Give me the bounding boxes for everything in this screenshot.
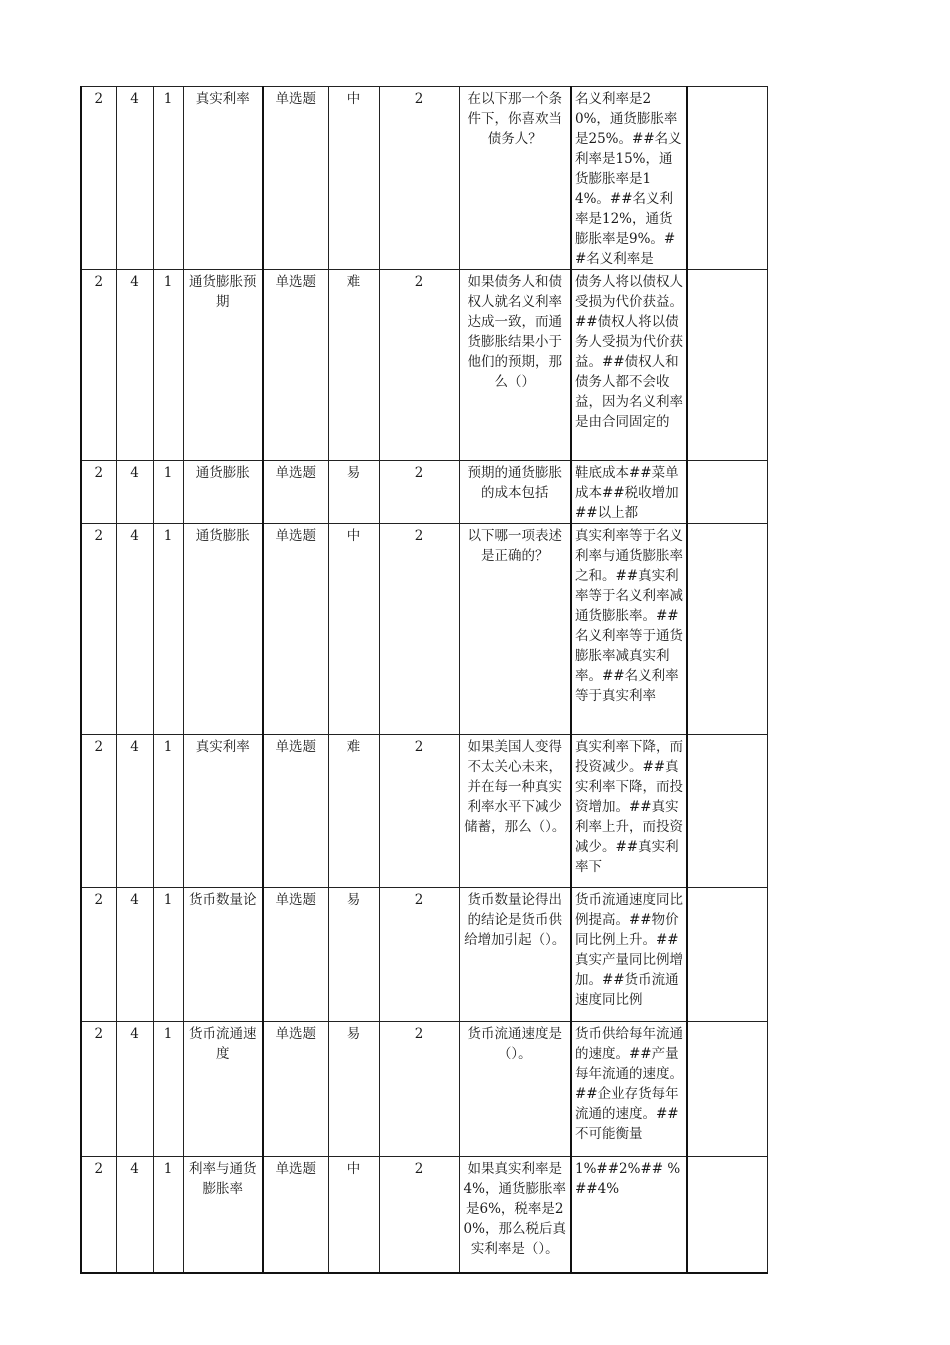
question-cell: 如果美国人变得不太关心未来，并在每一种真实利率水平下减少储蓄，那么（）。 [459,735,571,888]
type-cell: 单选题 [263,1157,328,1274]
options-cell: 真实利率下降，而投资减少。##真实利率下降，而投资增加。##真实利率上升，而投资减少。##真实利率下 [571,735,687,888]
question-cell: 如果真实利率是4%，通货膨胀率是6%，税率是20%，那么税后真实利率是（）。 [459,1157,571,1274]
question-cell: 预期的通货膨胀的成本包括 [459,461,571,524]
chapter-cell: 2 [81,461,116,524]
type-cell: 单选题 [263,1022,328,1157]
answer-cell [687,888,767,1022]
score-cell: 2 [379,87,459,270]
section-cell: 4 [116,888,153,1022]
chapter-cell: 2 [81,735,116,888]
difficulty-cell: 难 [328,735,379,888]
type-cell: 单选题 [263,735,328,888]
options-cell: 1%##2%## %##4% [571,1157,687,1274]
options-cell: 名义利率是20%，通货膨胀率是25%。##名义利率是15%，通货膨胀率是14%。##名义利率是12%，通货膨胀率是9%。##名义利率是 [571,87,687,270]
score-cell: 2 [379,1022,459,1157]
table-row [81,888,767,1022]
difficulty-cell: 中 [328,87,379,270]
table-row [81,1157,767,1274]
type-cell: 单选题 [263,888,328,1022]
difficulty-cell: 易 [328,461,379,524]
question-cell: 以下哪一项表述是正确的？ [459,524,571,735]
table-row [81,1022,767,1157]
section-cell: 4 [116,1022,153,1157]
type-cell: 单选题 [263,87,328,270]
difficulty-cell: 中 [328,1157,379,1274]
topic-cell: 货币流通速度 [183,1022,263,1157]
answer-cell [687,1022,767,1157]
section-cell: 4 [116,524,153,735]
item-cell: 1 [153,524,183,735]
item-cell: 1 [153,735,183,888]
question-cell: 在以下那一个条件下，你喜欢当债务人？ [459,87,571,270]
table-row [81,524,767,735]
section-cell: 4 [116,735,153,888]
question-cell: 货币流通速度是（）。 [459,1022,571,1157]
answer-cell [687,461,767,524]
answer-cell [687,735,767,888]
type-cell: 单选题 [263,270,328,461]
section-cell: 4 [116,270,153,461]
options-cell: 货币供给每年流通的速度。##产量每年流通的速度。##企业存货每年流通的速度。##不可能衡量 [571,1022,687,1157]
question-table [80,86,768,1274]
item-cell: 1 [153,461,183,524]
topic-cell: 真实利率 [183,735,263,888]
type-cell: 单选题 [263,524,328,735]
question-cell: 货币数量论得出的结论是货币供给增加引起（）。 [459,888,571,1022]
topic-cell: 通货膨胀 [183,461,263,524]
score-cell: 2 [379,1157,459,1274]
question-cell: 如果债务人和债权人就名义利率达成一致，而通货膨胀结果小于他们的预期，那么（） [459,270,571,461]
table-row [81,461,767,524]
chapter-cell: 2 [81,87,116,270]
table-row [81,87,767,270]
item-cell: 1 [153,270,183,461]
answer-cell [687,1157,767,1274]
type-cell: 单选题 [263,461,328,524]
score-cell: 2 [379,735,459,888]
answer-cell [687,524,767,735]
item-cell: 1 [153,1157,183,1274]
difficulty-cell: 中 [328,524,379,735]
topic-cell: 真实利率 [183,87,263,270]
chapter-cell: 2 [81,270,116,461]
topic-cell: 通货膨胀预期 [183,270,263,461]
score-cell: 2 [379,461,459,524]
options-cell: 货币流通速度同比例提高。##物价同比例上升。##真实产量同比例增加。##货币流通速度同比例 [571,888,687,1022]
section-cell: 4 [116,1157,153,1274]
table-row [81,270,767,461]
difficulty-cell: 难 [328,270,379,461]
score-cell: 2 [379,270,459,461]
chapter-cell: 2 [81,888,116,1022]
score-cell: 2 [379,888,459,1022]
difficulty-cell: 易 [328,1022,379,1157]
table-row [81,735,767,888]
item-cell: 1 [153,1022,183,1157]
score-cell: 2 [379,524,459,735]
options-cell: 债务人将以债权人受损为代价获益。##债权人将以债务人受损为代价获益。##债权人和债务人都不会收益，因为名义利率是由合同固定的 [571,270,687,461]
options-cell: 鞋底成本##菜单成本##税收增加##以上都 [571,461,687,524]
section-cell: 4 [116,87,153,270]
answer-cell [687,270,767,461]
section-cell: 4 [116,461,153,524]
topic-cell: 通货膨胀 [183,524,263,735]
topic-cell: 利率与通货膨胀率 [183,1157,263,1274]
item-cell: 1 [153,888,183,1022]
difficulty-cell: 易 [328,888,379,1022]
chapter-cell: 2 [81,1022,116,1157]
options-cell: 真实利率等于名义利率与通货膨胀率之和。##真实利率等于名义利率减通货膨胀率。##名义利率等于通货膨胀率减真实利率。##名义利率等于真实利率 [571,524,687,735]
item-cell: 1 [153,87,183,270]
chapter-cell: 2 [81,1157,116,1274]
chapter-cell: 2 [81,524,116,735]
answer-cell [687,87,767,270]
topic-cell: 货币数量论 [183,888,263,1022]
